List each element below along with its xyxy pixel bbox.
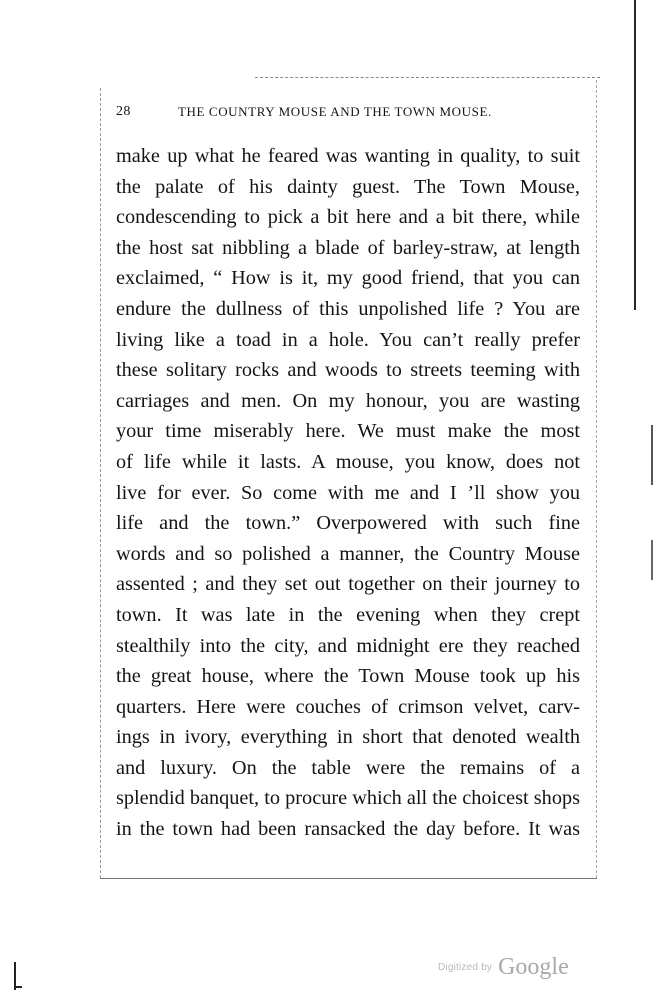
text-line: live for ever. So come with me and I ’ll show you	[116, 481, 580, 504]
text-line: your time miserably here. We must make the most	[116, 420, 580, 443]
page-frame-top	[255, 77, 600, 78]
text-line: ings in ivory, everything in short that denoted wealth	[116, 726, 580, 749]
body-text	[116, 141, 580, 845]
google-logo: Google	[498, 954, 569, 980]
running-header	[116, 104, 578, 124]
text-line: quarters. Here were couches of crimson velvet, carv-	[116, 695, 580, 718]
text-line: the host sat nibbling a blade of barley-straw, at length	[116, 236, 580, 259]
text-line: endure the dullness of this unpolished life ? You are	[116, 297, 580, 320]
running-title: THE COUNTRY MOUSE AND THE TOWN MOUSE.	[178, 104, 492, 119]
text-line: exclaimed, “ How is it, my good friend, that you can	[116, 267, 580, 290]
page-frame-right	[596, 80, 597, 878]
text-line: living like a toad in a hole. You can’t really prefer	[116, 328, 580, 351]
text-line: and luxury. On the table were the remains of a	[116, 756, 580, 779]
text-line: life and the town.” Overpowered with such fine	[116, 512, 580, 535]
scan-edge-line	[651, 425, 653, 485]
page-number: 28	[116, 104, 131, 119]
text-line: words and so polished a manner, the Country Mouse	[116, 542, 580, 565]
text-line: these solitary rocks and woods to streets teeming with	[116, 359, 580, 382]
text-line: the palate of his dainty guest. The Town Mouse,	[116, 175, 580, 198]
text-line: stealthily into the city, and midnight ere they reached	[116, 634, 580, 657]
scan-edge-line	[634, 0, 636, 310]
scan-edge-line	[651, 540, 653, 580]
text-line: carriages and men. On my honour, you are wasting	[116, 389, 580, 412]
page-frame-bottom	[100, 878, 597, 879]
text-line: of life while it lasts. A mouse, you know, does not	[116, 450, 580, 473]
text-line: town. It was late in the evening when they crept	[116, 603, 580, 626]
digitization-watermark	[438, 954, 569, 984]
text-line: condescending to pick a bit here and a bit there, while	[116, 206, 580, 229]
page-frame-left	[100, 88, 101, 878]
text-line: the great house, where the Town Mouse took up his	[116, 665, 580, 688]
text-line: make up what he feared was wanting in quality, to suit	[116, 145, 580, 167]
scan-corner-mark	[14, 986, 22, 988]
text-line: assented ; and they set out together on their journey to	[116, 573, 580, 596]
text-line: splendid banquet, to procure which all the choicest shops	[116, 787, 580, 810]
watermark-prefix: Digitized by	[438, 962, 493, 973]
text-line: in the town had been ransacked the day before. It was	[116, 818, 580, 841]
